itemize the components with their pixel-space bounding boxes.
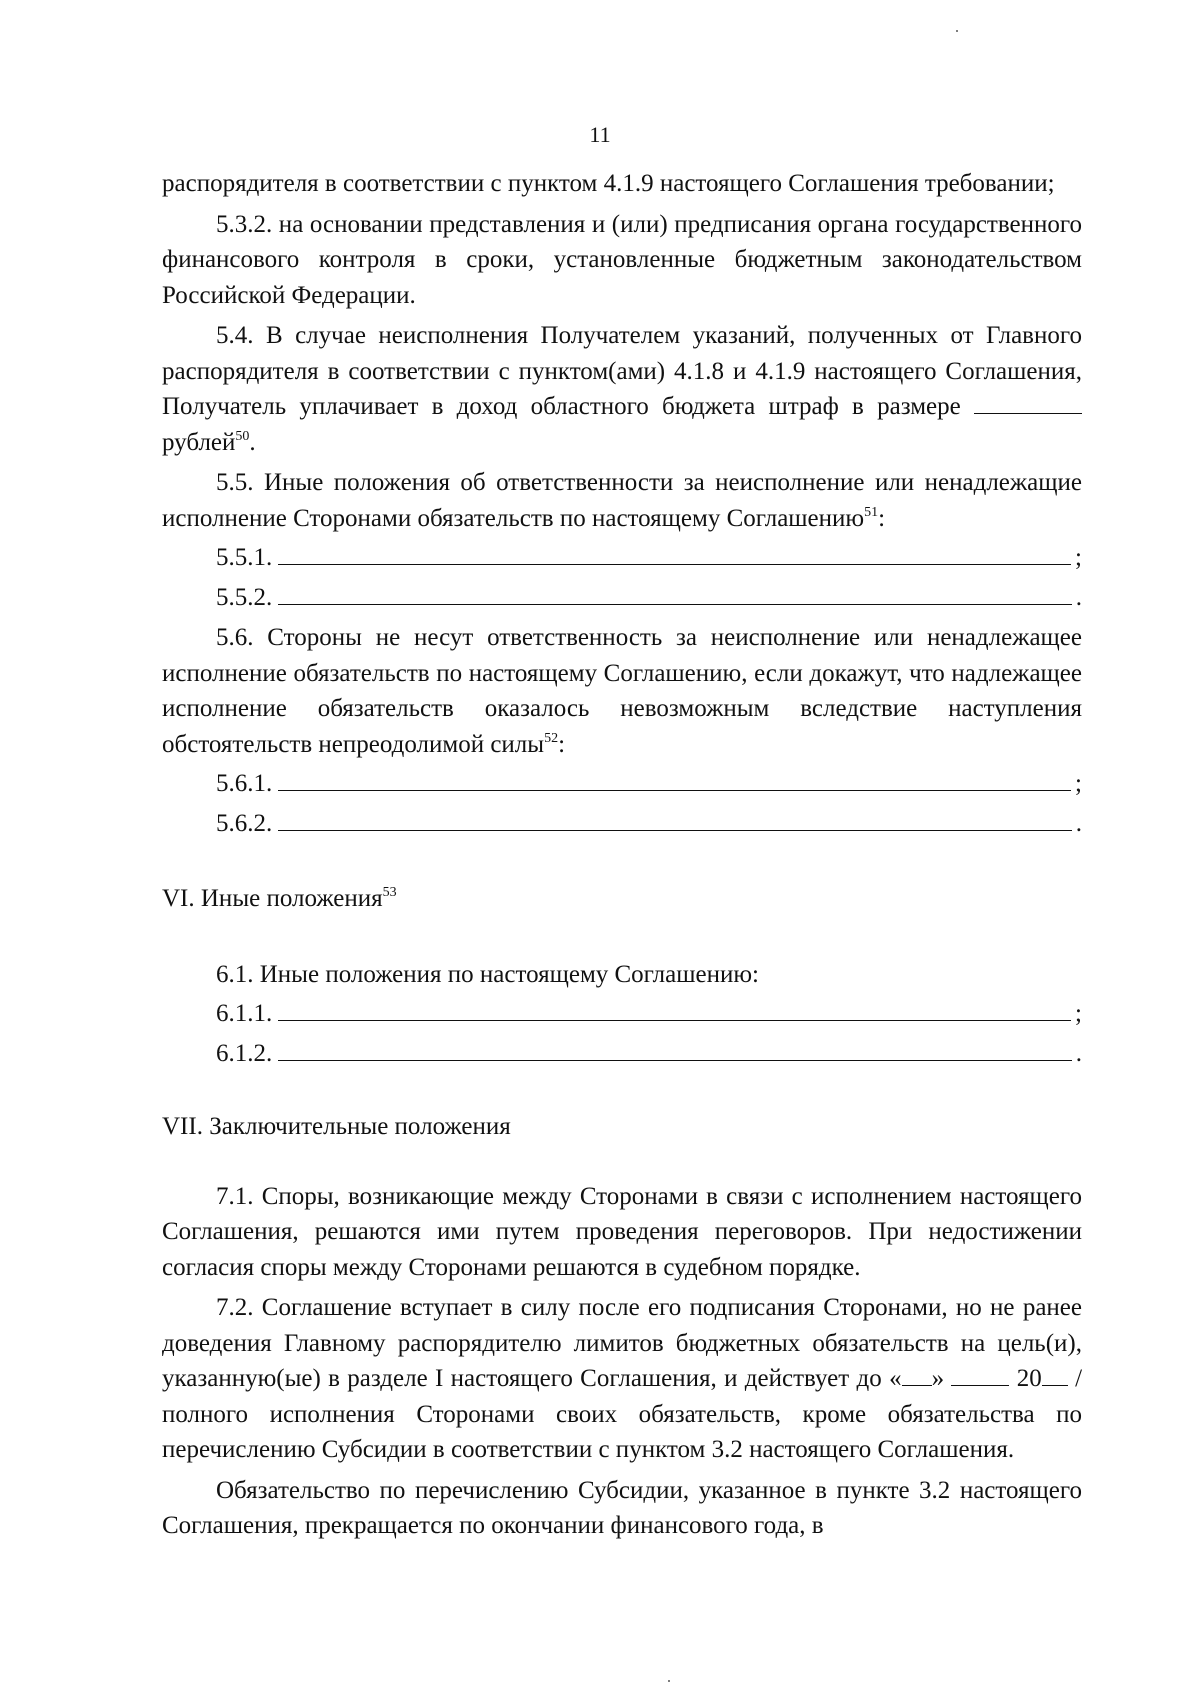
fill-line-5-6-1 xyxy=(216,766,1082,802)
fill-line-5-5-1 xyxy=(216,540,1082,576)
footnote-ref-52: 52 xyxy=(544,730,559,746)
scan-speck xyxy=(956,30,958,32)
day-blank xyxy=(902,1363,932,1386)
paragraph-5-6-text: 5.6. Стороны не несут ответственность за неисполнение или ненадлежащее исполнение обязательств по настоящему Соглашению, если докажут, что надлежащее исполнение обязательств оказалось невозможным вследствие наступления обстоятельств непреодолимой силы xyxy=(162,624,1082,758)
paragraph-5-4-tail: рублей xyxy=(162,428,236,456)
paragraph-5-5-text: 5.5. Иные положения об ответственности за неисполнение или ненадлежащие исполнение Сторонами обязательств по настоящему Соглашению xyxy=(162,469,1082,532)
paragraph-7-1: 7.1. Споры, возникающие между Сторонами в связи с исполнением настоящего Соглашения, решаются ими путем проведения переговоров. При недостижении согласия споры между Сторонами решаются в судебном порядке. xyxy=(162,1182,1082,1281)
fill-line-5-6-2 xyxy=(216,806,1082,842)
year-prefix: 20 xyxy=(1016,1365,1042,1392)
paragraph-7-2-text-b: /полного исполнения Сторонами своих обязательств, кроме обязательства по перечислению Субсидии в соответствии с пунктом 3.2 настоящего Соглашения. xyxy=(162,1365,1083,1463)
paragraph-5-5-end: : xyxy=(878,504,886,532)
paragraph-6-1: 6.1. Иные положения по настоящему Соглашению: xyxy=(216,960,759,988)
section-heading-6-text: VI. Иные положения xyxy=(162,885,383,912)
document-body xyxy=(162,166,1082,1544)
section-heading-7: VII. Заключительные положения xyxy=(162,1113,511,1140)
blank-rule xyxy=(278,540,1071,565)
blank-rule xyxy=(278,580,1072,605)
paragraph-5-3-1-continued: распорядителя в соответствии с пунктом 4.1.9 настоящего Соглашения требовании; xyxy=(162,170,1055,197)
blank-rule xyxy=(278,766,1071,791)
footnote-ref-51: 51 xyxy=(864,504,879,520)
blank-rule xyxy=(278,1036,1072,1061)
date-quote-close: » xyxy=(931,1365,945,1392)
date-quote-open: « xyxy=(889,1365,902,1392)
paragraph-5-4-text: 5.4. В случае неисполнения Получателем указаний, полученных от Главного распорядителя в соответствии с пунктом(ами) 4.1.8 и 4.1.9 настоящего Соглашения, Получатель уплачивает в доход областного бюджета штраф в размере xyxy=(162,322,1082,420)
fill-line-number: 6.1.2. xyxy=(216,1039,273,1067)
footnote-ref-50: 50 xyxy=(235,428,250,444)
fill-line-number: 5.5.2. xyxy=(216,583,273,611)
paragraph-5-6-end: : xyxy=(558,730,566,758)
fill-line-end: ; xyxy=(1075,544,1082,571)
fine-amount-blank xyxy=(974,391,1082,414)
fill-line-number: 5.5.1. xyxy=(216,544,273,571)
fill-line-end: ; xyxy=(1075,1000,1082,1027)
section-heading-6 xyxy=(162,881,1082,917)
fill-line-number: 5.6.2. xyxy=(216,809,273,837)
paragraph-5-4-end: . xyxy=(249,428,256,456)
fill-line-5-5-2 xyxy=(216,580,1082,616)
footnote-ref-53: 53 xyxy=(382,885,397,900)
paragraph-5-4 xyxy=(162,318,1082,460)
paragraph-5-3-2: 5.3.2. на основании представления и (или) предписания органа государственного финансового контроля в сроки, установленные бюджетным законодательством Российской Федерации. xyxy=(162,210,1082,309)
fill-line-end: . xyxy=(1075,809,1082,837)
month-blank xyxy=(951,1363,1009,1386)
page-number: 11 xyxy=(589,122,611,147)
fill-line-number: 5.6.1. xyxy=(216,770,273,797)
blank-rule xyxy=(278,806,1072,831)
fill-line-end: ; xyxy=(1075,770,1082,797)
blank-rule xyxy=(278,996,1071,1021)
paragraph-7-2-continued: Обязательство по перечислению Субсидии, указанное в пункте 3.2 настоящего Соглашения, прекращается по окончании финансового года, в xyxy=(162,1476,1082,1539)
year-blank xyxy=(1042,1363,1068,1386)
paragraph-5-6 xyxy=(162,620,1082,762)
fill-line-end: . xyxy=(1075,583,1082,611)
fill-line-6-1-1 xyxy=(216,996,1082,1032)
fill-line-6-1-2 xyxy=(216,1036,1082,1072)
paragraph-7-2-text-a: 7.2. Соглашение вступает в силу после его подписания Сторонами, но не ранее доведения Главному распорядителю лимитов бюджетных обязательств на цель(и), указанную(ые) в разделе I настоящего Соглашения, и действует до xyxy=(162,1294,1082,1392)
paragraph-5-5 xyxy=(162,465,1082,536)
paragraph-7-2 xyxy=(162,1290,1082,1468)
fill-line-end: . xyxy=(1075,1039,1082,1067)
fill-line-number: 6.1.1. xyxy=(216,1000,273,1027)
scan-speck xyxy=(668,1680,670,1682)
